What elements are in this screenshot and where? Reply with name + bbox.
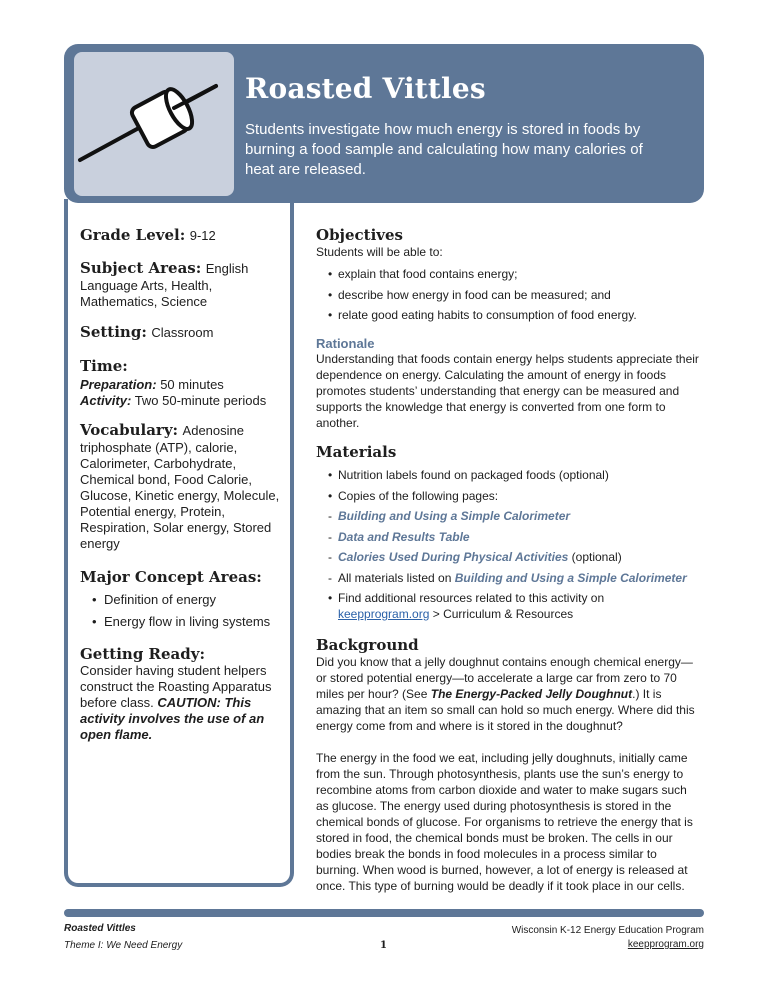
- getting-ready-text: Consider having student helpers construct the Roasting Apparatus before class.: [80, 663, 272, 710]
- objectives-heading: Objectives: [316, 226, 403, 244]
- objective-item: • explain that food contains energy;: [328, 266, 706, 282]
- footer-title: Roasted Vittles: [64, 923, 136, 934]
- getting-ready: [80, 645, 285, 743]
- page-number: 1: [380, 940, 387, 951]
- subject-areas-label: Subject Areas:: [80, 259, 202, 277]
- resources-suffix: > Curriculum & Resources: [432, 607, 574, 621]
- concept-item: • Energy flow in living systems: [92, 614, 285, 630]
- setting: [80, 323, 285, 342]
- concept-areas-label: Major Concept Areas:: [80, 568, 262, 586]
- material-subitem: [328, 508, 706, 524]
- setting-label: Setting:: [80, 323, 147, 341]
- grade-level-value: 9-12: [189, 228, 216, 243]
- material-subitem: [328, 549, 706, 565]
- material-item: • Nutrition labels found on packaged foods (optional): [328, 467, 706, 483]
- background-section: [316, 636, 706, 894]
- keepprogram-link[interactable]: keepprogram.org: [338, 607, 430, 621]
- objectives-intro: Students will be able to:: [316, 245, 443, 259]
- caution-text: CAUTION: This activity involves the use of an open flame.: [80, 695, 265, 742]
- material-subitem: [328, 529, 706, 545]
- grade-level: [80, 226, 285, 245]
- calorimeter-ref-2[interactable]: Building and Using a Simple Calorimeter: [454, 570, 687, 585]
- background-heading: Background: [316, 636, 419, 654]
- material-subitem: [328, 570, 706, 586]
- activity-value: Two 50-minute periods: [134, 393, 267, 408]
- grade-level-label: Grade Level:: [80, 226, 186, 244]
- rationale-section: [316, 336, 706, 431]
- all-materials-prefix: All materials listed on: [338, 570, 452, 585]
- page-title: Roasted Vittles: [245, 72, 486, 105]
- footer-theme: Theme I: We Need Energy: [64, 940, 183, 951]
- activity-label: Activity:: [80, 393, 132, 408]
- objectives-section: [316, 226, 706, 328]
- rationale-text: Understanding that foods contain energy helps students appreciate their dependence on energy. Calculating the amount of energy in foods promotes students’ understanding that energy can be measured and supports the knowledge that energy is converted from one form to another.: [316, 352, 699, 430]
- getting-ready-label: Getting Ready:: [80, 645, 205, 663]
- prep-label: Preparation:: [80, 377, 157, 392]
- footer-link[interactable]: keepprogram.org: [627, 939, 704, 950]
- vocabulary: [80, 421, 285, 552]
- vocabulary-label: Vocabulary:: [80, 421, 179, 439]
- objective-item: • describe how energy in food can be measured; and: [328, 287, 706, 303]
- rationale-heading: Rationale: [316, 336, 375, 351]
- materials-heading: Materials: [316, 443, 397, 461]
- time-label: Time:: [80, 357, 128, 375]
- vocabulary-value-1: Adenosine: [182, 423, 244, 438]
- concept-item: • Definition of energy: [92, 592, 285, 608]
- material-item: [328, 590, 706, 622]
- material-item: • Copies of the following pages:: [328, 488, 706, 504]
- subject-areas-value-1: English: [205, 261, 249, 276]
- time: [80, 357, 285, 409]
- prep-value: 50 minutes: [160, 377, 224, 392]
- optional-note: (optional): [571, 550, 622, 564]
- subject-areas-value-2: Language Arts, Health, Mathematics, Science: [80, 278, 213, 309]
- subject-areas: [80, 259, 285, 310]
- footer-program: Wisconsin K-12 Energy Education Program: [511, 925, 704, 936]
- background-p1-b: .) It is amazing that an item so small can hold so much energy. Where did this energy come from and where is it stored in the doughnut?: [316, 687, 695, 733]
- data-table-ref[interactable]: Data and Results Table: [338, 529, 470, 544]
- background-p2: The energy in the food we eat, including jelly doughnuts, initially came from the sun. Through photosynthesis, plants use the sun’s energy to recombine atoms from carbon dioxide and water to make sugars such as glucose. The energy used during photosynthesis is stored in the chemical bonds of glucose. For organisms to retrieve the energy that is stored in food, the chemical bonds must be broken. The cells in our bodies break the bonds in food molecules in a process similar to burning. When wood is burned, however, a lot of energy is released at once. This type of burning would be deadly if it took place in our cells.: [316, 751, 693, 893]
- calories-used-ref[interactable]: Calories Used During Physical Activities: [338, 550, 569, 564]
- vocabulary-value-2: triphosphate (ATP), calorie, Calorimeter, Carbohydrate, Chemical bond, Food Calorie, Glucose, Kinetic energy, Molecule, Potential energy, Protein, Respiration, Solar energy, Stored energy: [80, 440, 280, 551]
- marshmallow-skewer-icon: [74, 52, 234, 196]
- footer-bar: [64, 909, 704, 917]
- materials-section: [316, 443, 706, 627]
- doughnut-ref: The Energy-Packed Jelly Doughnut: [430, 687, 633, 701]
- objective-item: • relate good eating habits to consumption of food energy.: [328, 307, 706, 323]
- page-description: Students investigate how much energy is stored in foods by burning a food sample and calculating how many calories of heat are released.: [245, 121, 643, 178]
- setting-value: Classroom: [151, 325, 214, 340]
- resources-text: Find additional resources related to this activity on: [338, 591, 605, 605]
- calorimeter-ref[interactable]: Building and Using a Simple Calorimeter: [338, 509, 571, 523]
- background-p1-a: Did you know that a jelly doughnut contains enough chemical energy—or stored potential energy—to accelerate a large car from zero to 70 miles per hour? (See: [316, 655, 693, 701]
- major-concept-areas: [80, 568, 285, 636]
